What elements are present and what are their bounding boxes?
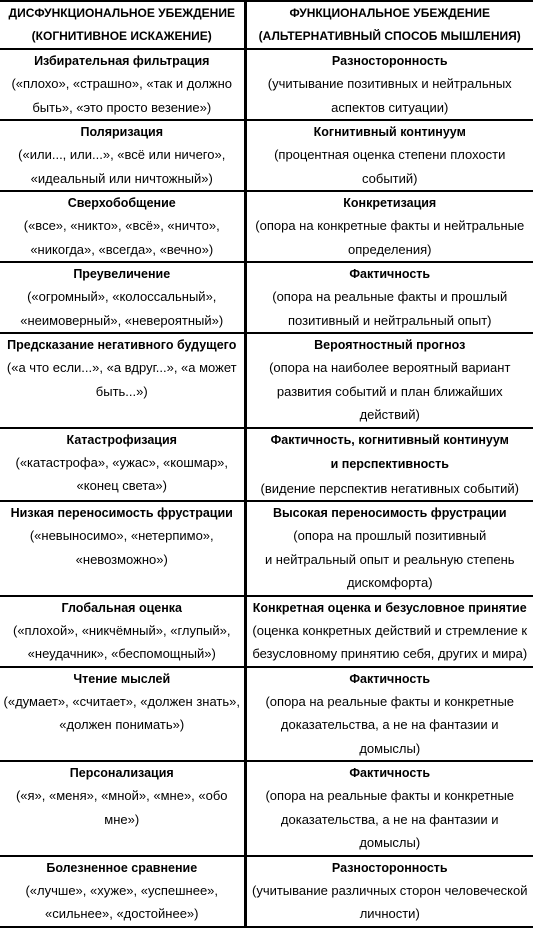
table-row <box>0 333 533 428</box>
alternative-description-line: действий) <box>359 407 420 422</box>
alternative-description-line: определения) <box>348 241 432 257</box>
alternative-description-line: (процентная оценка степени плохости <box>274 147 506 162</box>
distortion-cell <box>0 667 245 762</box>
alternative-title: Фактичность <box>349 766 431 780</box>
alternative-title: Высокая переносимость фрустрации <box>272 506 507 520</box>
distortion-title: Катастрофизация <box>66 432 177 447</box>
distortion-examples-line: «конец света») <box>76 478 167 493</box>
alternative-cell <box>245 333 533 428</box>
alternative-title: Разносторонность <box>331 860 448 875</box>
distortion-examples-line: «неудачник», «беспомощный») <box>27 646 216 661</box>
alternative-description-line: (учитывание позитивных и нейтральных <box>267 76 512 91</box>
distortion-cell <box>0 120 245 191</box>
distortion-examples-line: «никогда», «всегда», «вечно») <box>30 241 214 257</box>
alternative-title: Фактичность <box>349 267 431 281</box>
header-dysfunctional <box>0 1 245 49</box>
table-row <box>0 49 533 120</box>
distortion-examples-line: («лучше», «хуже», «успешнее», <box>25 882 219 898</box>
header-dysfunctional-line-1: ДИСФУНКЦИОНАЛЬНОЕ УБЕЖДЕНИЕ <box>8 6 235 20</box>
distortion-cell <box>0 856 245 927</box>
alternative-title: Вероятностный прогноз <box>314 338 466 352</box>
header-functional-line-2: (АЛЬТЕРНАТИВНЫЙ СПОСОБ МЫШЛЕНИЯ) <box>258 29 521 43</box>
distortion-examples-line: «должен понимать») <box>59 717 185 732</box>
table-row <box>0 120 533 191</box>
table-row <box>0 761 533 856</box>
distortion-title: Болезненное сравнение <box>46 860 198 875</box>
distortion-examples-line: («огромный», «колоссальный», <box>27 289 217 304</box>
alternative-title: Фактичность, когнитивный континуум <box>270 432 509 447</box>
alternative-cell <box>245 262 533 333</box>
header-functional-line-1: ФУНКЦИОНАЛЬНОЕ УБЕЖДЕНИЕ <box>289 6 491 20</box>
table-row <box>0 428 533 502</box>
alternative-cell <box>245 501 533 596</box>
alternative-title: Конкретная оценка и безусловное принятие <box>252 600 527 615</box>
alternative-title: Фактичность <box>349 671 431 686</box>
distortion-cell <box>0 501 245 596</box>
alternative-title: Разносторонность <box>331 54 448 68</box>
distortion-title: Преувеличение <box>73 267 171 281</box>
distortion-title: Чтение мыслей <box>73 671 171 686</box>
alternative-title: Когнитивный континуум <box>313 125 466 139</box>
distortion-cell <box>0 333 245 428</box>
alternative-description-line: (опора на наиболее вероятный вариант <box>269 360 511 375</box>
distortion-examples-line: («а что если...», «а вдруг...», «а может <box>6 360 237 375</box>
distortion-cell <box>0 428 245 502</box>
alternative-description-line: (опора на реальные факты и конкретные <box>265 693 515 709</box>
distortion-examples-line: («или..., или...», «всё или ничего», <box>18 147 226 162</box>
distortion-examples-line: «идеальный или ничтожный») <box>30 170 213 186</box>
alternative-description-line: личности) <box>359 906 420 921</box>
distortion-examples-line: («невыносимо», «нетерпимо», <box>29 528 214 543</box>
alternative-description-line: дискомфорта) <box>346 575 433 590</box>
table-row <box>0 262 533 333</box>
distortion-examples-line: («я», «меня», «мной», «мне», «обо <box>15 788 228 803</box>
alternative-description-line: развития событий и план ближайших <box>276 383 503 399</box>
alternative-cell <box>245 856 533 927</box>
alternative-description-line: доказательства, а не на фантазии и домыслы) <box>280 717 499 756</box>
distortion-title: Глобальная оценка <box>61 600 182 615</box>
alternative-description-line: (опора на конкретные факты и нейтральные <box>255 218 525 233</box>
distortion-examples-line: «невозможно») <box>75 551 168 567</box>
distortion-examples-line: («все», «никто», «всё», «ничто», <box>23 218 220 233</box>
distortion-title: Поляризация <box>80 125 164 139</box>
alternative-cell <box>245 761 533 856</box>
distortion-examples-line: мне») <box>104 811 140 827</box>
table-row <box>0 191 533 262</box>
distortion-examples-line: («плохой», «никчёмный», «глупый», <box>12 622 231 638</box>
distortion-examples-line: быть», «это просто везение») <box>32 99 212 115</box>
table-row <box>0 596 533 667</box>
distortion-title: Персонализация <box>69 766 174 780</box>
distortion-cell <box>0 49 245 120</box>
alternative-title: Конкретизация <box>343 196 437 210</box>
alternative-description-line: (учитывание различных сторон человеческой <box>251 882 528 898</box>
distortion-examples-line: «неимоверный», «невероятный») <box>20 312 224 328</box>
alternative-description-line: и нейтральный опыт и реальную степень <box>264 551 515 567</box>
alternative-description-line: безусловному принятию себя, других и мира) <box>252 646 528 661</box>
distortion-title: Низкая переносимость фрустрации <box>10 506 233 520</box>
distortion-title: Сверхобобщение <box>67 196 176 210</box>
distortion-title: Предсказание негативного будущего <box>7 338 237 352</box>
alternative-description-line: доказательства, а не на фантазии и домыслы) <box>280 811 499 850</box>
alternative-description-line: (видение перспектив негативных событий) <box>260 480 519 496</box>
alternative-cell <box>245 596 533 667</box>
table-row <box>0 501 533 596</box>
header-dysfunctional-line-2: (КОГНИТИВНОЕ ИСКАЖЕНИЕ) <box>31 29 212 43</box>
alternative-description-line: (оценка конкретных действий и стремление к <box>252 622 528 638</box>
table-header-row <box>0 1 533 49</box>
distortion-cell <box>0 761 245 856</box>
alternative-description-line: позитивный и нейтральный опыт) <box>288 312 492 328</box>
alternative-description-line: аспектов ситуации) <box>331 99 449 115</box>
alternative-cell <box>245 120 533 191</box>
distortion-examples-line: («катастрофа», «ужас», «кошмар», <box>15 454 229 470</box>
distortion-examples-line: «сильнее», «достойнее») <box>45 906 199 921</box>
distortion-examples-line: («плохо», «страшно», «так и должно <box>11 76 233 91</box>
alternative-description-line: (опора на реальные факты и конкретные <box>265 788 515 803</box>
distortion-title: Избирательная фильтрация <box>34 54 210 68</box>
table-row <box>0 856 533 927</box>
alternative-cell <box>245 667 533 762</box>
distortion-cell <box>0 191 245 262</box>
distortion-examples-line: быть...») <box>95 383 148 399</box>
distortion-cell <box>0 262 245 333</box>
header-functional <box>245 1 533 49</box>
table-body <box>0 49 533 927</box>
table-row <box>0 667 533 762</box>
alternative-title-line-2: и перспективность <box>330 456 449 471</box>
alternative-cell <box>245 49 533 120</box>
alternative-description-line: событий) <box>362 170 418 186</box>
distortion-examples-line: («думает», «считает», «должен знать», <box>3 693 240 709</box>
alternative-cell <box>245 428 533 502</box>
distortion-cell <box>0 596 245 667</box>
alternative-description-line: (опора на прошлый позитивный <box>293 528 487 543</box>
alternative-cell <box>245 191 533 262</box>
alternative-description-line: (опора на реальные факты и прошлый <box>272 289 508 304</box>
